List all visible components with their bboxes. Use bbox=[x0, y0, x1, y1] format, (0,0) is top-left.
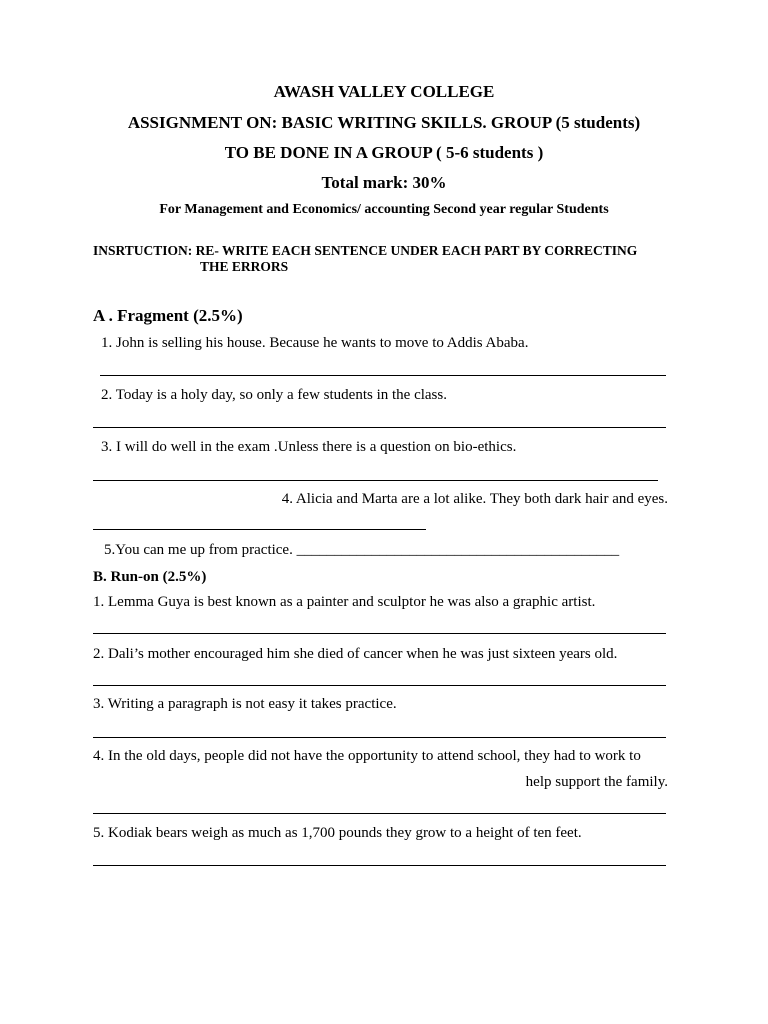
college-name: AWASH VALLEY COLLEGE bbox=[273, 82, 495, 101]
answer-line-b1[interactable] bbox=[93, 633, 666, 634]
answer-line-a4[interactable] bbox=[93, 529, 426, 530]
fragment-item-3: 3. I will do well in the exam .Unless there is a question on bio-ethics. bbox=[101, 439, 517, 455]
answer-line-b3[interactable] bbox=[93, 737, 666, 738]
instruction-line-2: THE ERRORS bbox=[200, 259, 289, 274]
answer-line-b4[interactable] bbox=[93, 813, 666, 814]
fragment-item-5: 5.You can me up from practice. ___________________________________________ bbox=[104, 542, 620, 558]
section-a-heading: A . Fragment (2.5%) bbox=[93, 306, 243, 325]
audience-line: For Management and Economics/ accounting Second year regular Students bbox=[159, 202, 609, 217]
answer-line-a1[interactable] bbox=[100, 375, 666, 376]
group-note: TO BE DONE IN A GROUP ( 5-6 students ) bbox=[224, 143, 544, 162]
answer-line-b2[interactable] bbox=[93, 685, 666, 686]
instruction-line-1: INSRTUCTION: RE- WRITE EACH SENTENCE UNDER EACH PART BY CORRECTING bbox=[93, 243, 638, 258]
runon-item-4: 4. In the old days, people did not have the opportunity to attend school, they had to work to bbox=[93, 748, 641, 764]
answer-line-b5[interactable] bbox=[93, 865, 666, 866]
assignment-title: ASSIGNMENT ON: BASIC WRITING SKILLS. GROUP (5 students) bbox=[127, 113, 641, 132]
runon-item-3: 3. Writing a paragraph is not easy it takes practice. bbox=[93, 696, 397, 712]
answer-line-a3[interactable] bbox=[93, 480, 658, 481]
runon-item-4-continued: help support the family. bbox=[525, 774, 668, 790]
fragment-item-4: 4. Alicia and Marta are a lot alike. They both dark hair and eyes. bbox=[281, 491, 668, 507]
total-mark: Total mark: 30% bbox=[321, 173, 447, 192]
answer-line-a2[interactable] bbox=[93, 427, 666, 428]
runon-item-1: 1. Lemma Guya is best known as a painter and sculptor he was also a graphic artist. bbox=[93, 594, 596, 610]
runon-item-2: 2. Dali’s mother encouraged him she died of cancer when he was just sixteen years old. bbox=[93, 646, 618, 662]
fragment-item-1: 1. John is selling his house. Because he wants to move to Addis Ababa. bbox=[101, 335, 529, 351]
fragment-item-2: 2. Today is a holy day, so only a few students in the class. bbox=[101, 387, 447, 403]
runon-item-5: 5. Kodiak bears weigh as much as 1,700 pounds they grow to a height of ten feet. bbox=[93, 825, 582, 841]
section-b-heading: B. Run-on (2.5%) bbox=[93, 569, 207, 585]
